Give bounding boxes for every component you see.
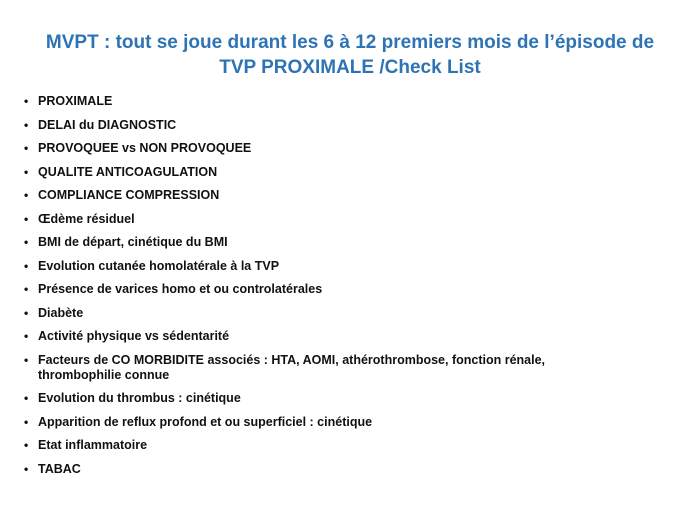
slide-title-line-1: MVPT : tout se joue durant les 6 à 12 premiers mois de l’épisode de bbox=[45, 32, 655, 53]
bullet-icon: • bbox=[24, 141, 29, 155]
list-item-text: Etat inflammatoire bbox=[38, 438, 148, 452]
bullet-icon: • bbox=[24, 352, 29, 367]
bullet-icon: • bbox=[24, 211, 29, 226]
check-list bbox=[24, 94, 684, 485]
bullet-icon: • bbox=[24, 329, 29, 343]
bullet-icon: • bbox=[24, 414, 29, 429]
list-item-text: TABAC bbox=[38, 461, 81, 476]
list-item bbox=[24, 353, 684, 383]
slide-title-line-2: TVP PROXIMALE /Check List bbox=[219, 57, 481, 78]
list-item bbox=[24, 212, 684, 227]
list-item bbox=[24, 329, 684, 344]
bullet-icon: • bbox=[24, 282, 29, 296]
list-item-text: PROXIMALE bbox=[38, 94, 113, 108]
list-item-text: Facteurs de CO MORBIDITE associés : HTA, AOMI, athérothrombose, fonction rénale, bbox=[38, 352, 546, 367]
list-item-text-continued: thrombophilie connue bbox=[38, 367, 170, 382]
bullet-icon: • bbox=[24, 117, 29, 132]
list-item bbox=[24, 188, 684, 203]
list-item-text: QUALITE ANTICOAGULATION bbox=[38, 164, 218, 179]
list-item bbox=[24, 306, 684, 321]
bullet-icon: • bbox=[24, 391, 29, 405]
bullet-icon: • bbox=[24, 258, 29, 273]
list-item bbox=[24, 438, 684, 453]
bullet-icon: • bbox=[24, 305, 29, 320]
list-item-text: Evolution cutanée homolatérale à la TVP bbox=[38, 258, 280, 273]
bullet-icon: • bbox=[24, 438, 29, 452]
list-item-text: DELAI du DIAGNOSTIC bbox=[38, 117, 177, 132]
bullet-icon: • bbox=[24, 164, 29, 179]
list-item bbox=[24, 259, 684, 274]
bullet-icon: • bbox=[24, 461, 29, 476]
list-item bbox=[24, 235, 684, 250]
list-item-text: Activité physique vs sédentarité bbox=[38, 329, 230, 343]
list-item-text: Œdème résiduel bbox=[38, 211, 135, 226]
list-item bbox=[24, 415, 684, 430]
list-item-text: BMI de départ, cinétique du BMI bbox=[38, 235, 228, 249]
list-item bbox=[24, 94, 684, 109]
list-item-text: Présence de varices homo et ou controlatérales bbox=[38, 282, 323, 296]
list-item-text: Evolution du thrombus : cinétique bbox=[38, 391, 241, 405]
bullet-icon: • bbox=[24, 94, 29, 108]
list-item bbox=[24, 282, 684, 297]
list-item-text: PROVOQUEE vs NON PROVOQUEE bbox=[38, 141, 252, 155]
list-item bbox=[24, 118, 684, 133]
list-item bbox=[24, 462, 684, 477]
list-item-text: Apparition de reflux profond et ou superficiel : cinétique bbox=[38, 414, 373, 429]
list-item-text: COMPLIANCE COMPRESSION bbox=[38, 188, 220, 202]
slide-title bbox=[0, 30, 700, 80]
list-item bbox=[24, 391, 684, 406]
list-item bbox=[24, 141, 684, 156]
list-item bbox=[24, 165, 684, 180]
list-item-text: Diabète bbox=[38, 305, 84, 320]
bullet-icon: • bbox=[24, 188, 29, 202]
bullet-icon: • bbox=[24, 235, 29, 249]
